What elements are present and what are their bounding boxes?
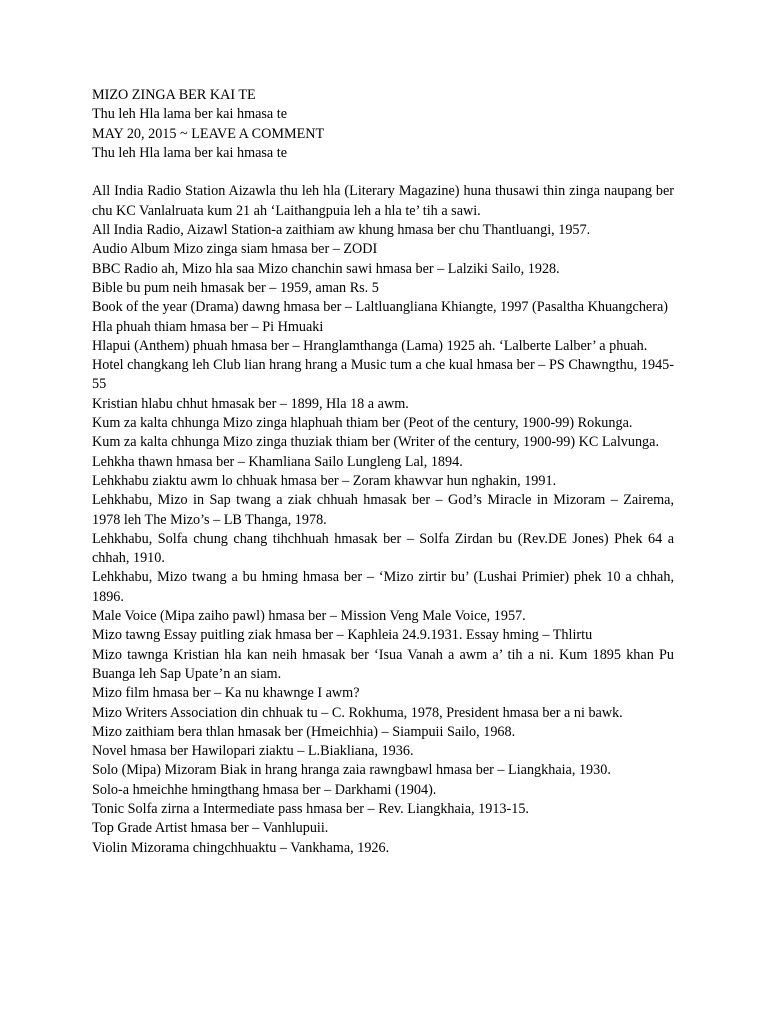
list-item: Lehkhabu, Solfa chung chang tihchhuah hmasak ber – Solfa Zirdan bu (Rev.DE Jones) Phek 64 a chhah, 1910. [92,530,674,567]
list-item: Bible bu pum neih hmasak ber – 1959, aman Rs. 5 [92,279,379,296]
list-item: Mizo zaithiam bera thlan hmasak ber (Hmeichhia) – Siampuii Sailo, 1968. [92,723,516,740]
list-item: Male Voice (Mipa zaiho pawl) hmasa ber – Mission Veng Male Voice, 1957. [92,608,526,625]
list-item: Violin Mizorama chingchhuaktu – Vankhama, 1926. [92,839,390,856]
document-subtitle-repeat: Thu leh Hla lama ber kai hmasa te [92,144,288,161]
list-item: Solo-a hmeichhe hmingthang hmasa ber – Darkhami (1904). [92,781,437,798]
document-title: MIZO ZINGA BER KAI TE [92,87,256,103]
list-item: Hlapui (Anthem) phuah hmasa ber – Hranglamthanga (Lama) 1925 ah. ‘Lalberte Lalber’ a phuah. [92,337,648,354]
list-item: Lehkhabu, Mizo in Sap twang a ziak chhuah hmasak ber – God’s Miracle in Mizoram – Zairema, 1978 leh The Mizo’s – LB Thanga, 1978. [92,492,674,528]
list-item: Hotel changkang leh Club lian hrang hrang a Music tum a che kual hmasa ber – PS Chawngthu, 1945-55 [92,357,674,393]
section-spacer [92,163,674,182]
list-item: Tonic Solfa zirna a Intermediate pass hmasa ber – Rev. Liangkhaia, 1913-15. [92,800,529,817]
entry-list [92,182,674,857]
list-item: Lehkhabu, Mizo twang a bu hming hmasa ber – ‘Mizo zirtir bu’ (Lushai Primier) phek 10 a chhah, 1896. [92,569,674,605]
post-meta: MAY 20, 2015 ~ LEAVE A COMMENT [92,125,325,142]
list-item: Kum za kalta chhunga Mizo zinga hlaphuah thiam ber (Peot of the century, 1900-99) Rokunga. [92,415,633,432]
list-item: Mizo tawnga Kristian hla kan neih hmasak ber ‘Isua Vanah a awm a’ tih a ni. Kum 1895 khan Pu Buanga leh Sap Upate’n an siam. [92,646,674,682]
list-item: Solo (Mipa) Mizoram Biak in hrang hranga zaia rawngbawl hmasa ber – Liangkhaia, 1930. [92,762,611,779]
list-item: All India Radio Station Aizawla thu leh hla (Literary Magazine) huna thusawi thin zinga naupang ber chu KC Vanlalruata kum 21 ah ‘Laithangpuia leh a hla te’ tih a sawi. [92,183,674,219]
list-item: Audio Album Mizo zinga siam hmasa ber – ZODI [92,241,378,258]
list-item: Book of the year (Drama) dawng hmasa ber – Laltluangliana Khiangte, 1997 (Pasaltha Khuangchera) [92,299,668,316]
list-item: Hla phuah thiam hmasa ber – Pi Hmuaki [92,318,324,335]
list-item: BBC Radio ah, Mizo hla saa Mizo chanchin sawi hmasa ber – Lalziki Sailo, 1928. [92,260,560,277]
document-page [92,86,674,858]
list-item: Mizo Writers Association din chhuak tu – C. Rokhuma, 1978, President hmasa ber a ni bawk. [92,704,623,721]
list-item: Lehkha thawn hmasa ber – Khamliana Sailo Lungleng Lal, 1894. [92,453,463,470]
list-item: Mizo film hmasa ber – Ka nu khawnge I awm? [92,685,360,702]
list-item: Top Grade Artist hmasa ber – Vanhlupuii. [92,820,329,837]
list-item: Kristian hlabu chhut hmasak ber – 1899, Hla 18 a awm. [92,395,409,412]
document-subtitle: Thu leh Hla lama ber kai hmasa te [92,106,288,123]
list-item: Mizo tawng Essay puitling ziak hmasa ber – Kaphleia 24.9.1931. Essay hming – Thlirtu [92,627,593,644]
list-item: Kum za kalta chhunga Mizo zinga thuziak thiam ber (Writer of the century, 1900-99) KC Lalvunga. [92,434,659,451]
list-item: Lehkhabu ziaktu awm lo chhuak hmasa ber – Zoram khawvar hun nghakin, 1991. [92,472,557,489]
list-item: Novel hmasa ber Hawilopari ziaktu – L.Biakliana, 1936. [92,743,414,760]
list-item: All India Radio, Aizawl Station-a zaithiam aw khung hmasa ber chu Thantluangi, 1957. [92,222,591,239]
